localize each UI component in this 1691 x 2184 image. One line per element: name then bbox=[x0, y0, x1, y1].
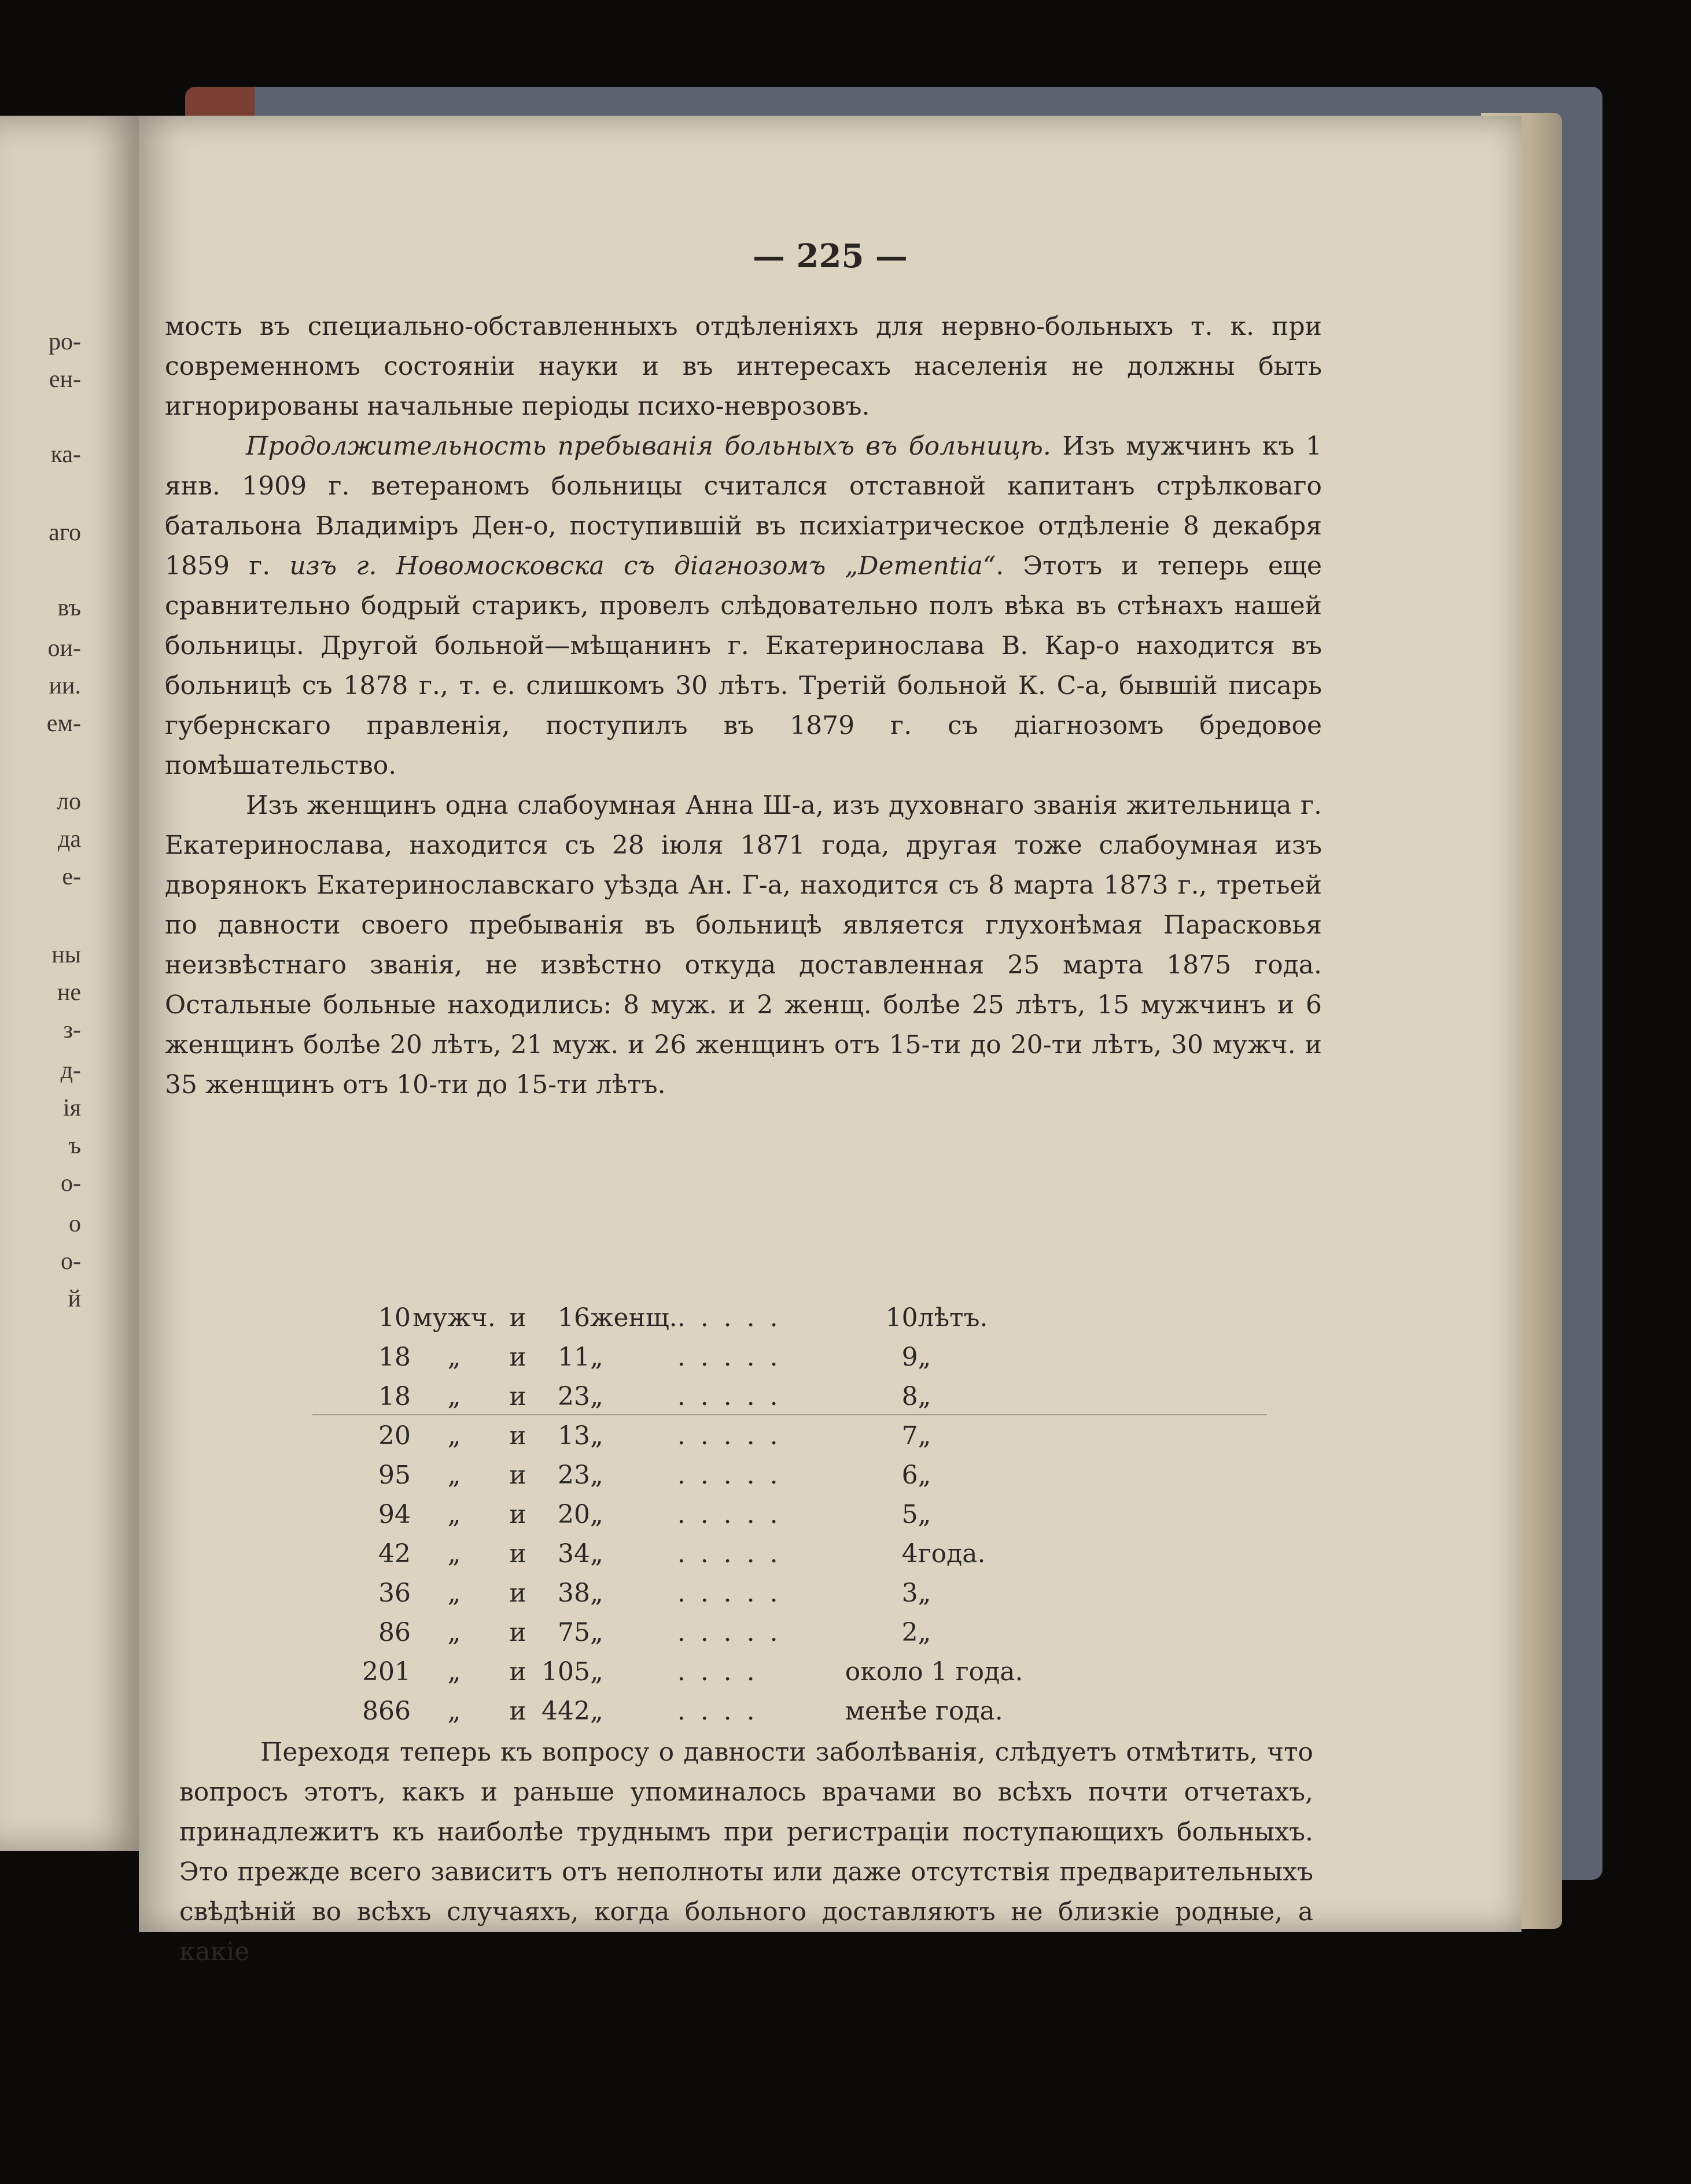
women-count: 34 bbox=[558, 1539, 590, 1569]
duration-table bbox=[353, 1298, 1023, 1731]
men-count: 18 bbox=[378, 1382, 411, 1411]
conjunction: и bbox=[509, 1696, 526, 1726]
conjunction: и bbox=[509, 1382, 526, 1411]
men-label: „ bbox=[447, 1696, 461, 1726]
conjunction: и bbox=[509, 1500, 526, 1529]
paragraph-text: . Этотъ и теперь еще сравнительно бодрый старикъ, провелъ слѣдовательно полъ вѣка въ стѣнахъ нашей больницы. Другой больной—мѣщанинъ г. Екатеринослава В. Кар-о находится въ больницѣ съ 1878 г., т. е. слишкомъ 30 лѣтъ. Третій больной К. С-а, бывшій писарь губернскаго правленія, поступилъ въ 1879 г. съ діагнозомъ бредовое помѣшательство. bbox=[165, 551, 1322, 780]
women-label: „ bbox=[590, 1382, 603, 1411]
conjunction: и bbox=[509, 1578, 526, 1608]
table-row bbox=[353, 1495, 1023, 1534]
women-label: „ bbox=[590, 1578, 603, 1608]
women-count: 38 bbox=[558, 1578, 590, 1608]
table-row bbox=[353, 1574, 1023, 1613]
left-fragment: о- bbox=[61, 1248, 81, 1275]
women-label: „ bbox=[590, 1696, 603, 1726]
table-row bbox=[353, 1692, 1023, 1731]
conjunction: и bbox=[509, 1657, 526, 1687]
men-count: 18 bbox=[378, 1342, 411, 1372]
left-fragment: о- bbox=[61, 1170, 81, 1197]
conjunction: и bbox=[509, 1421, 526, 1451]
men-count: 94 bbox=[378, 1500, 411, 1529]
men-label: „ bbox=[447, 1460, 461, 1490]
women-label: „ bbox=[590, 1342, 603, 1372]
conjunction: и bbox=[509, 1618, 526, 1647]
duration-unit: лѣтъ. bbox=[918, 1303, 988, 1333]
left-fragment: ло bbox=[57, 788, 81, 815]
paragraph-duration bbox=[165, 426, 1322, 785]
leader-dots: . . . . . bbox=[677, 1382, 782, 1411]
paragraph-italic: изъ г. Новомосковска съ діагнозомъ „Dementia“ bbox=[289, 551, 996, 581]
men-label: „ bbox=[447, 1382, 461, 1411]
women-count: 20 bbox=[558, 1500, 590, 1529]
duration-value: 3 bbox=[901, 1578, 918, 1608]
men-label: мужч. bbox=[412, 1303, 496, 1333]
left-fragment: ка- bbox=[50, 441, 81, 468]
paragraph-continuation: мость въ специально-обставленныхъ отдѣленіяхъ для нервно-больныхъ т. к. при современномъ состояніи науки и въ интересахъ населенія не должны быть игнорированы начальные періоды психо-неврозовъ. bbox=[165, 312, 1322, 421]
women-label: „ bbox=[590, 1539, 603, 1569]
book-page bbox=[139, 116, 1521, 1967]
women-label: „ bbox=[590, 1500, 603, 1529]
women-count: 442 bbox=[541, 1696, 590, 1726]
duration-unit: „ bbox=[918, 1618, 931, 1647]
left-fragment: въ bbox=[57, 595, 81, 621]
left-fragment: аго bbox=[49, 519, 81, 546]
left-fragment: д- bbox=[60, 1057, 81, 1084]
duration-unit: года. bbox=[918, 1539, 986, 1569]
leader-dots: . . . . . bbox=[677, 1342, 782, 1372]
men-count: 866 bbox=[362, 1696, 411, 1726]
table-row bbox=[353, 1613, 1023, 1652]
left-fragment: ія bbox=[63, 1095, 81, 1121]
women-label: „ bbox=[590, 1618, 603, 1647]
leader-dots: . . . . bbox=[677, 1696, 758, 1726]
closing-text bbox=[179, 1732, 1313, 1972]
men-label: „ bbox=[447, 1539, 461, 1569]
men-count: 10 bbox=[378, 1303, 411, 1333]
body-text bbox=[165, 307, 1322, 1105]
left-fragment: й bbox=[68, 1286, 81, 1312]
duration-unit: „ bbox=[918, 1500, 931, 1529]
left-fragment: ъ bbox=[68, 1132, 81, 1159]
paragraph-closing: Переходя теперь къ вопросу о давности заболѣванія, слѣдуетъ отмѣтить, что вопросъ этотъ, какъ и раньше упоминалось врачами во всѣхъ почти отчетахъ, принадлежитъ къ наиболѣе труднымъ при регистраціи поступающихъ больныхъ. Это прежде всего зависитъ отъ неполноты или даже отсутствія предварительныхъ свѣдѣній во всѣхъ случаяхъ, когда больного доставляютъ не близкіе родные, а какіе bbox=[179, 1737, 1313, 1967]
leader-dots: . . . . . bbox=[677, 1500, 782, 1529]
duration-value: 4 bbox=[901, 1539, 918, 1569]
conjunction: и bbox=[509, 1342, 526, 1372]
women-count: 16 bbox=[558, 1303, 590, 1333]
leader-dots: . . . . bbox=[677, 1657, 758, 1687]
conjunction: и bbox=[509, 1460, 526, 1490]
duration-value: 8 bbox=[901, 1382, 918, 1411]
left-fragment: не bbox=[57, 979, 81, 1006]
women-count: 11 bbox=[558, 1342, 590, 1372]
duration-value: 10 bbox=[885, 1303, 918, 1333]
left-fragment: е- bbox=[62, 864, 81, 890]
leader-dots: . . . . . bbox=[677, 1578, 782, 1608]
duration-value: 5 bbox=[901, 1500, 918, 1529]
table-row bbox=[353, 1377, 1023, 1416]
table-row bbox=[353, 1534, 1023, 1574]
men-count: 42 bbox=[378, 1539, 411, 1569]
left-fragment: ем- bbox=[46, 710, 81, 737]
men-count: 20 bbox=[378, 1421, 411, 1451]
leader-dots: . . . . . bbox=[677, 1618, 782, 1647]
page-number: — 225 — bbox=[753, 237, 908, 275]
left-fragment: ии. bbox=[49, 673, 81, 699]
table-row bbox=[353, 1416, 1023, 1456]
left-fragment: ен- bbox=[49, 366, 81, 393]
leader-dots: . . . . . bbox=[677, 1303, 782, 1333]
leader-dots: . . . . . bbox=[677, 1539, 782, 1569]
left-fragment: ны bbox=[51, 942, 81, 968]
left-fragment: да bbox=[57, 826, 81, 853]
men-label: „ bbox=[447, 1421, 461, 1451]
conjunction: и bbox=[509, 1303, 526, 1333]
men-label: „ bbox=[447, 1578, 461, 1608]
left-page-fragment bbox=[0, 116, 145, 1851]
men-label: „ bbox=[447, 1657, 461, 1687]
left-fragment: ро- bbox=[49, 329, 81, 355]
men-label: „ bbox=[447, 1500, 461, 1529]
duration-value: около 1 года. bbox=[845, 1657, 1023, 1687]
duration-unit: „ bbox=[918, 1578, 931, 1608]
duration-unit: „ bbox=[918, 1421, 931, 1451]
duration-unit: „ bbox=[918, 1342, 931, 1372]
table-row bbox=[353, 1652, 1023, 1692]
men-count: 95 bbox=[378, 1460, 411, 1490]
left-fragment: з- bbox=[63, 1017, 81, 1043]
duration-value: 2 bbox=[901, 1618, 918, 1647]
duration-unit: „ bbox=[918, 1382, 931, 1411]
duration-unit: „ bbox=[918, 1460, 931, 1490]
conjunction: и bbox=[509, 1539, 526, 1569]
left-fragment: о bbox=[69, 1211, 81, 1237]
table-row bbox=[353, 1338, 1023, 1377]
men-label: „ bbox=[447, 1342, 461, 1372]
women-count: 23 bbox=[558, 1382, 590, 1411]
section-heading: Продолжительность пребыванія больныхъ въ больницѣ. bbox=[246, 431, 1051, 461]
men-count: 201 bbox=[362, 1657, 411, 1687]
table-row bbox=[353, 1298, 1023, 1338]
paragraph-text: Изъ мужчинъ къ 1 янв. 1909 г. ветераномъ больницы считался отставной капитанъ стрѣлковаго батальона Владиміръ Ден-о, поступившій въ психіатрическое отдѣленіе 8 декабря 1859 г. bbox=[165, 431, 1322, 581]
women-label: „ bbox=[590, 1460, 603, 1490]
men-count: 36 bbox=[378, 1578, 411, 1608]
duration-value: 6 bbox=[901, 1460, 918, 1490]
women-count: 75 bbox=[558, 1618, 590, 1647]
women-label: женщ. bbox=[590, 1303, 677, 1333]
men-label: „ bbox=[447, 1618, 461, 1647]
leader-dots: . . . . . bbox=[677, 1421, 782, 1451]
women-count: 105 bbox=[541, 1657, 590, 1687]
women-label: „ bbox=[590, 1657, 603, 1687]
women-count: 13 bbox=[558, 1421, 590, 1451]
table-row bbox=[353, 1456, 1023, 1495]
duration-value: менѣе года. bbox=[845, 1696, 1003, 1726]
left-fragment: ои- bbox=[47, 635, 81, 662]
men-count: 86 bbox=[378, 1618, 411, 1647]
duration-value: 7 bbox=[901, 1421, 918, 1451]
women-label: „ bbox=[590, 1421, 603, 1451]
leader-dots: . . . . . bbox=[677, 1460, 782, 1490]
women-count: 23 bbox=[558, 1460, 590, 1490]
paragraph-women: Изъ женщинъ одна слабоумная Анна Ш-а, изъ духовнаго званія жительница г. Екатеринослава, находится съ 28 іюля 1871 года, другая тоже слабоумная изъ дворянокъ Екатеринославскаго уѣзда Ан. Г-а, находится съ 8 марта 1873 г., третьей по давности своего пребыванія въ больницѣ является глухонѣмая Парасковья неизвѣстнаго званія, не извѣстно откуда доставленная 25 марта 1875 года. Остальные больные находились: 8 муж. и 2 женщ. болѣе 25 лѣтъ, 15 мужчинъ и 6 женщинъ болѣе 20 лѣтъ, 21 муж. и 26 женщинъ отъ 15-ти до 20-ти лѣтъ, 30 мужч. и 35 женщинъ отъ 10-ти до 15-ти лѣтъ. bbox=[165, 791, 1322, 1100]
duration-value: 9 bbox=[901, 1342, 918, 1372]
